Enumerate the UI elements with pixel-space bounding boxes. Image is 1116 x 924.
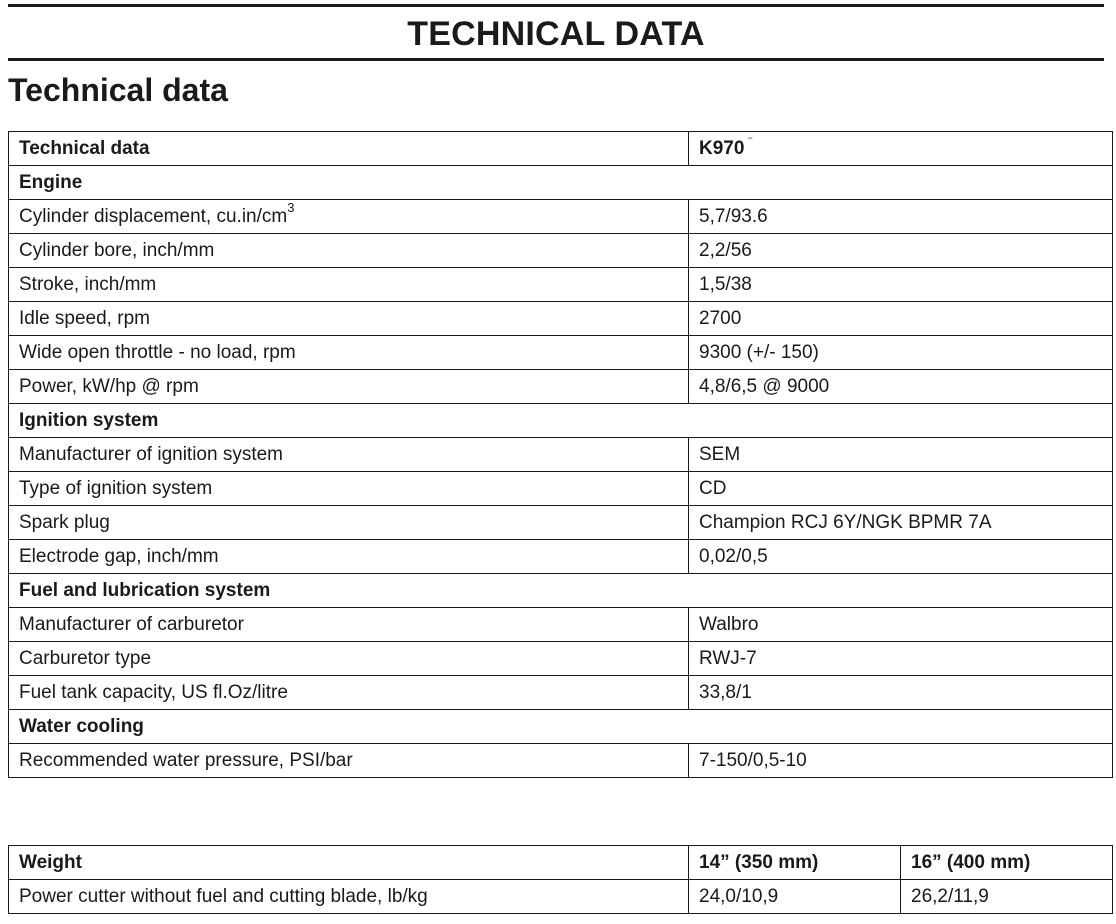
weight-row-label: Power cutter without fuel and cutting blade, lb/kg [9,880,689,914]
spec-label-cell [9,540,689,574]
spec-value: 2700 [689,302,1113,336]
weight-header-col1: 14” (350 mm) [689,846,901,880]
weight-row-col2: 26,2/11,9 [901,880,1113,914]
spec-label: Spark plug [19,511,110,533]
spec-row [9,472,1113,506]
weight-header-row [9,846,1113,880]
spec-row [9,438,1113,472]
spec-label-cell [9,268,689,302]
header-rule-bottom [8,58,1104,61]
spec-table-body [9,132,1113,778]
spec-label-cell [9,608,689,642]
spec-row [9,608,1113,642]
spec-label: Recommended water pressure, PSI/bar [19,749,353,771]
weight-header-label: Weight [9,846,689,880]
spec-row [9,744,1113,778]
spec-label: Type of ignition system [19,477,213,499]
page-header: TECHNICAL DATA [407,15,705,53]
spec-row [9,506,1113,540]
spec-label: Electrode gap, inch/mm [19,545,219,567]
spec-label: Carburetor type [19,647,152,669]
spec-group-row [9,166,1113,200]
spec-label-cell [9,676,689,710]
spec-group-title: Ignition system [9,404,1113,438]
header-rule-top [8,4,1104,7]
spec-label: Idle speed, rpm [19,307,150,329]
spec-label: Cylinder displacement, cu.in/cm [19,205,288,227]
spec-row [9,234,1113,268]
spec-label-cell [9,234,689,268]
spec-label-cell [9,642,689,676]
spec-value: 9300 (+/- 150) [689,336,1113,370]
spec-value: 0,02/0,5 [689,540,1113,574]
spec-value: 33,8/1 [689,676,1113,710]
spec-value: CD [689,472,1113,506]
spec-value: SEM [689,438,1113,472]
spec-row [9,302,1113,336]
spec-header-model-text: K970 [699,137,745,159]
spec-header-label: Technical data [9,132,689,166]
spec-value: 7-150/0,5-10 [689,744,1113,778]
spec-label-cell [9,302,689,336]
spec-group-title: Fuel and lubrication system [9,574,1113,608]
section-title: Technical data [8,72,228,108]
weight-row [9,880,1113,914]
spec-label-cell [9,370,689,404]
spec-value: 4,8/6,5 @ 9000 [689,370,1113,404]
spec-row [9,370,1113,404]
spec-label: Stroke, inch/mm [19,273,157,295]
spec-label-superscript: 3 [287,200,295,216]
spec-row [9,676,1113,710]
weight-row-col1: 24,0/10,9 [689,880,901,914]
spec-label: Manufacturer of ignition system [19,443,284,465]
spec-label: Fuel tank capacity, US fl.Oz/litre [19,681,288,703]
spec-value: Champion RCJ 6Y/NGK BPMR 7A [689,506,1113,540]
spec-table [8,131,1113,778]
spec-value: Walbro [689,608,1113,642]
spec-label-cell [9,336,689,370]
weight-header-col2: 16” (400 mm) [901,846,1113,880]
spec-value: 5,7/93.6 [689,200,1113,234]
spec-group-row [9,404,1113,438]
spec-row [9,336,1113,370]
spec-group-row [9,574,1113,608]
spec-header-row [9,132,1113,166]
weight-table-body [9,846,1113,914]
spec-label: Power, kW/hp @ rpm [19,375,199,397]
spec-label: Wide open throttle - no load, rpm [19,341,296,363]
spec-group-title: Engine [9,166,1113,200]
spec-value: 2,2/56 [689,234,1113,268]
spec-row [9,540,1113,574]
weight-table [8,845,1113,914]
spec-label: Cylinder bore, inch/mm [19,239,215,261]
model-mark: ‾ [748,137,752,149]
spec-value: 1,5/38 [689,268,1113,302]
spec-row [9,268,1113,302]
spec-header-model [689,132,1113,166]
spec-label-cell [9,472,689,506]
spec-label-cell [9,200,689,234]
spec-label: Manufacturer of carburetor [19,613,244,635]
spec-label-cell [9,744,689,778]
spec-row [9,642,1113,676]
spec-group-title: Water cooling [9,710,1113,744]
spec-value: RWJ-7 [689,642,1113,676]
spec-label-cell [9,506,689,540]
spec-group-row [9,710,1113,744]
spec-row [9,200,1113,234]
spec-label-cell [9,438,689,472]
